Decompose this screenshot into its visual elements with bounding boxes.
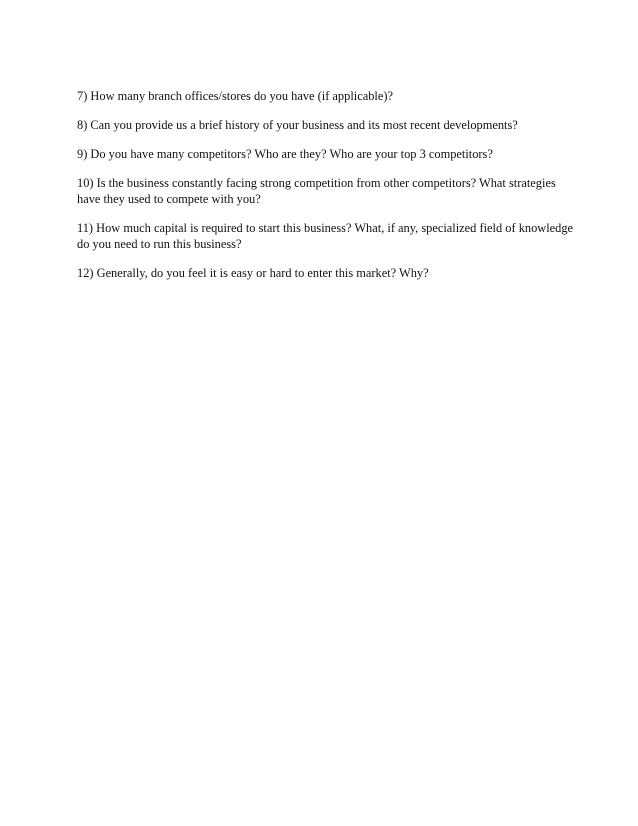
question-10: 10) Is the business constantly facing strong competition from other competitors? What strategies have they used to compete with you? xyxy=(77,176,556,206)
question-11: 11) How much capital is required to start this business? What, if any, specialized field of knowledge do you need to run this business? xyxy=(77,221,574,251)
question-12: 12) Generally, do you feel it is easy or hard to enter this market? Why? xyxy=(77,266,429,280)
question-8: 8) Can you provide us a brief history of your business and its most recent developments? xyxy=(77,118,518,132)
question-7: 7) How many branch offices/stores do you have (if applicable)? xyxy=(77,89,393,103)
question-9: 9) Do you have many competitors? Who are they? Who are your top 3 competitors? xyxy=(77,147,493,161)
question-list xyxy=(77,88,577,294)
